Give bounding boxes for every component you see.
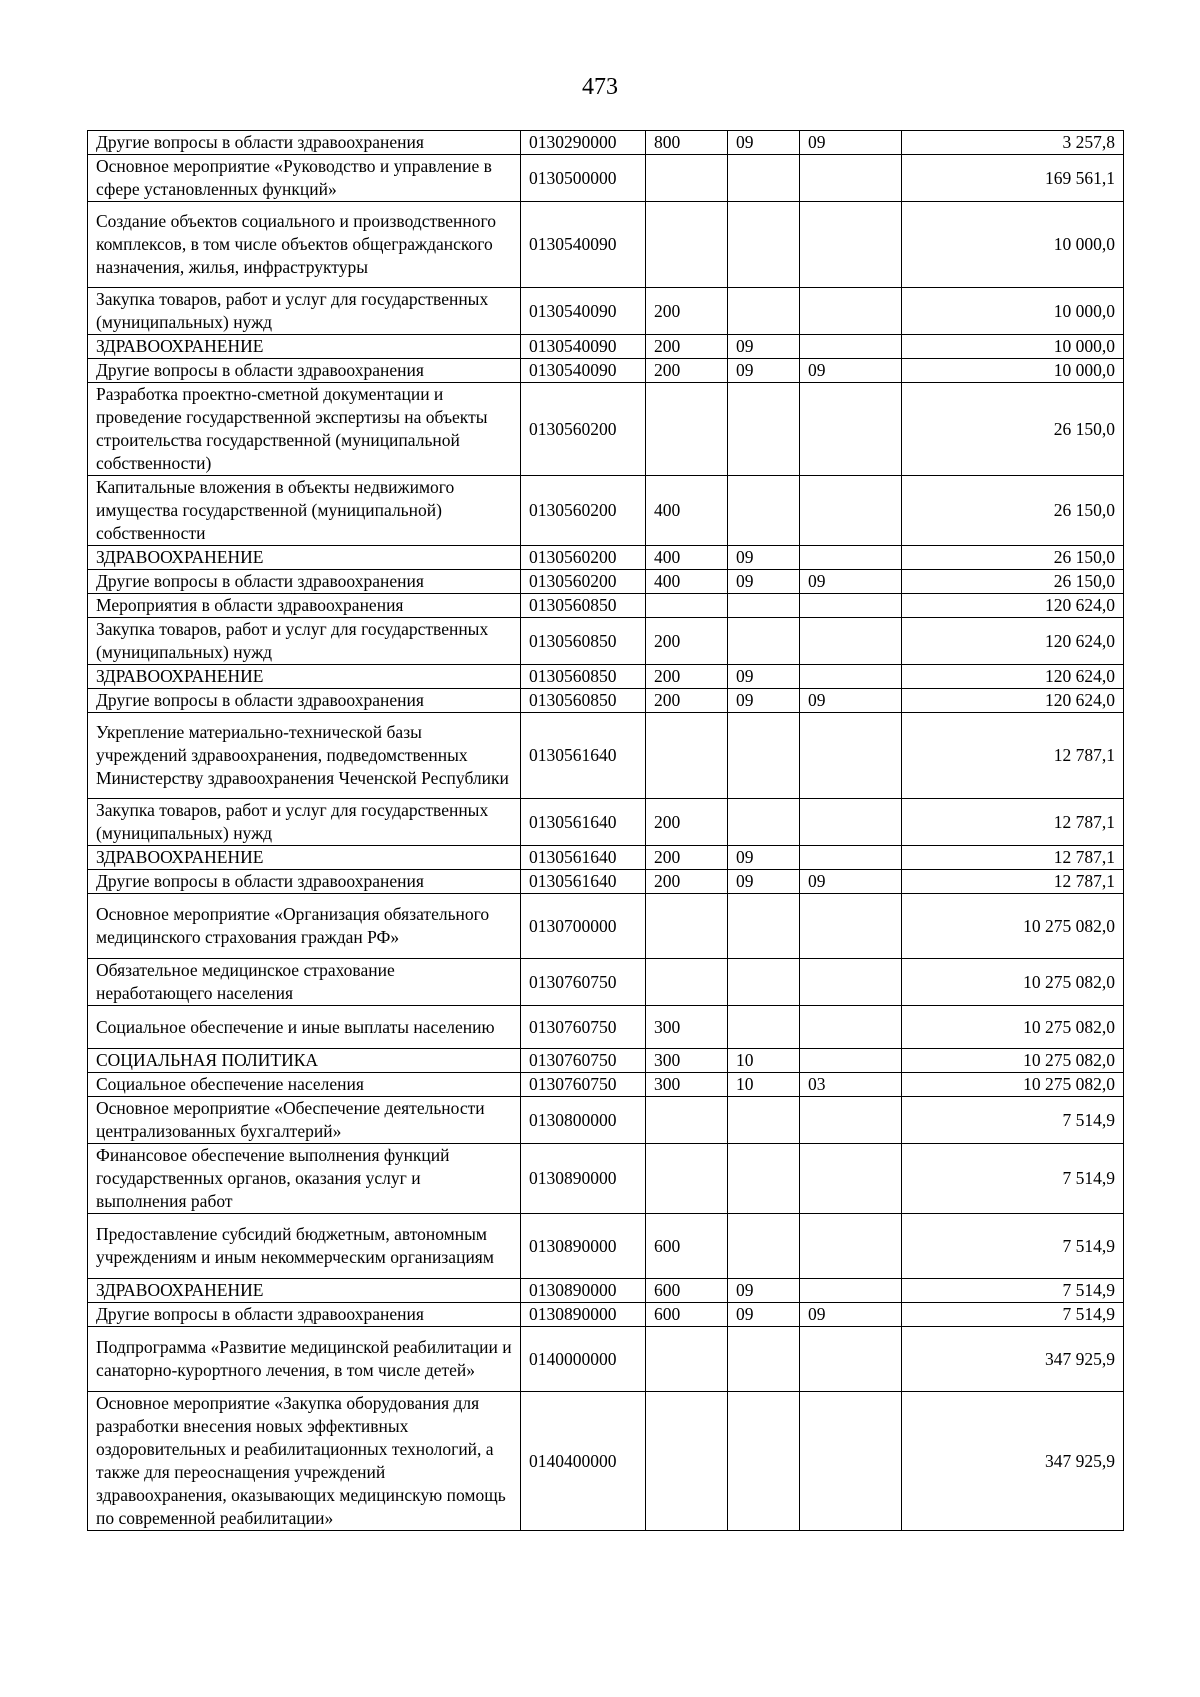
row-name: Укрепление материально-технической базы учреждений здравоохранения, подведомственных Министерству здравоохранения Чеченской Республики <box>88 713 521 799</box>
row-expense-type: 200 <box>646 618 728 665</box>
table-row <box>88 1327 1124 1392</box>
row-name: Основное мероприятие «Руководство и управление в сфере установленных функций» <box>88 155 521 202</box>
row-code: 0130540090 <box>521 335 646 359</box>
row-name: Социальное обеспечение и иные выплаты населению <box>88 1006 521 1049</box>
row-name: Другие вопросы в области здравоохранения <box>88 359 521 383</box>
row-sum: 10 000,0 <box>902 288 1124 335</box>
row-section <box>728 594 800 618</box>
row-expense-type <box>646 959 728 1006</box>
row-name: Финансовое обеспечение выполнения функций государственных органов, оказания услуг и выполнения работ <box>88 1144 521 1214</box>
row-name: Основное мероприятие «Организация обязательного медицинского страхования граждан РФ» <box>88 894 521 959</box>
table-row <box>88 546 1124 570</box>
row-expense-type: 200 <box>646 665 728 689</box>
row-expense-type <box>646 202 728 288</box>
row-expense-type: 400 <box>646 570 728 594</box>
row-section <box>728 476 800 546</box>
row-sum: 120 624,0 <box>902 618 1124 665</box>
row-sum: 10 000,0 <box>902 359 1124 383</box>
row-expense-type: 800 <box>646 131 728 155</box>
row-code: 0130800000 <box>521 1097 646 1144</box>
row-name: Основное мероприятие «Закупка оборудования для разработки внесения новых эффективных оздоровительных и реабилитационных технологий, а также для переоснащения учреждений здравоохранения, оказывающих медицинскую помощь по современной реабилитации» <box>88 1392 521 1531</box>
row-section <box>728 383 800 476</box>
row-name: ЗДРАВООХРАНЕНИЕ <box>88 335 521 359</box>
row-code: 0140400000 <box>521 1392 646 1531</box>
row-expense-type <box>646 713 728 799</box>
row-code: 0130760750 <box>521 1073 646 1097</box>
row-section: 10 <box>728 1049 800 1073</box>
row-expense-type: 200 <box>646 689 728 713</box>
table-row <box>88 618 1124 665</box>
row-code: 0130560850 <box>521 665 646 689</box>
row-section: 09 <box>728 1279 800 1303</box>
row-sum: 169 561,1 <box>902 155 1124 202</box>
row-sum: 26 150,0 <box>902 383 1124 476</box>
row-name: Другие вопросы в области здравоохранения <box>88 1303 521 1327</box>
row-code: 0130890000 <box>521 1214 646 1279</box>
table-row <box>88 476 1124 546</box>
table-row <box>88 288 1124 335</box>
row-code: 0130560850 <box>521 594 646 618</box>
row-subsection: 09 <box>800 359 902 383</box>
row-section <box>728 1144 800 1214</box>
row-name: ЗДРАВООХРАНЕНИЕ <box>88 846 521 870</box>
row-code: 0130760750 <box>521 1006 646 1049</box>
row-expense-type: 600 <box>646 1214 728 1279</box>
row-expense-type <box>646 1097 728 1144</box>
row-code: 0130560200 <box>521 546 646 570</box>
row-expense-type: 400 <box>646 546 728 570</box>
row-expense-type: 200 <box>646 359 728 383</box>
row-sum: 10 000,0 <box>902 335 1124 359</box>
row-code: 0130700000 <box>521 894 646 959</box>
row-code: 0130560200 <box>521 570 646 594</box>
row-subsection <box>800 1144 902 1214</box>
row-name: Закупка товаров, работ и услуг для государственных (муниципальных) нужд <box>88 799 521 846</box>
row-subsection <box>800 1392 902 1531</box>
table-row <box>88 1144 1124 1214</box>
row-sum: 10 275 082,0 <box>902 959 1124 1006</box>
row-section: 09 <box>728 870 800 894</box>
table-row <box>88 335 1124 359</box>
row-subsection <box>800 288 902 335</box>
row-subsection <box>800 959 902 1006</box>
table-row <box>88 131 1124 155</box>
row-code: 0130890000 <box>521 1303 646 1327</box>
row-name: Закупка товаров, работ и услуг для государственных (муниципальных) нужд <box>88 618 521 665</box>
row-code: 0130890000 <box>521 1279 646 1303</box>
row-name: Подпрограмма «Развитие медицинской реабилитации и санаторно-курортного лечения, в том числе детей» <box>88 1327 521 1392</box>
table-row <box>88 594 1124 618</box>
row-code: 0130890000 <box>521 1144 646 1214</box>
row-name: Закупка товаров, работ и услуг для государственных (муниципальных) нужд <box>88 288 521 335</box>
row-subsection: 09 <box>800 689 902 713</box>
row-subsection <box>800 1214 902 1279</box>
row-sum: 10 275 082,0 <box>902 1049 1124 1073</box>
row-name: Обязательное медицинское страхование неработающего населения <box>88 959 521 1006</box>
row-expense-type: 200 <box>646 288 728 335</box>
page-number: 473 <box>582 74 618 100</box>
row-subsection <box>800 546 902 570</box>
row-sum: 7 514,9 <box>902 1097 1124 1144</box>
row-subsection <box>800 383 902 476</box>
table-row <box>88 799 1124 846</box>
budget-table-body <box>88 131 1124 1531</box>
table-row <box>88 1392 1124 1531</box>
row-subsection <box>800 1327 902 1392</box>
row-subsection <box>800 799 902 846</box>
row-section: 09 <box>728 689 800 713</box>
row-sum: 10 275 082,0 <box>902 894 1124 959</box>
row-subsection <box>800 1006 902 1049</box>
row-code: 0130560200 <box>521 476 646 546</box>
table-row <box>88 665 1124 689</box>
table-row <box>88 1097 1124 1144</box>
row-subsection <box>800 155 902 202</box>
row-code: 0130540090 <box>521 288 646 335</box>
row-sum: 12 787,1 <box>902 846 1124 870</box>
row-sum: 7 514,9 <box>902 1303 1124 1327</box>
row-expense-type <box>646 1392 728 1531</box>
row-name: Другие вопросы в области здравоохранения <box>88 131 521 155</box>
table-row <box>88 1279 1124 1303</box>
row-expense-type: 200 <box>646 799 728 846</box>
row-expense-type: 600 <box>646 1303 728 1327</box>
row-section: 10 <box>728 1073 800 1097</box>
row-section <box>728 202 800 288</box>
row-section: 09 <box>728 665 800 689</box>
row-name: Другие вопросы в области здравоохранения <box>88 689 521 713</box>
row-sum: 12 787,1 <box>902 870 1124 894</box>
row-code: 0130560200 <box>521 383 646 476</box>
row-name: СОЦИАЛЬНАЯ ПОЛИТИКА <box>88 1049 521 1073</box>
row-section <box>728 959 800 1006</box>
row-section <box>728 894 800 959</box>
row-sum: 120 624,0 <box>902 594 1124 618</box>
row-code: 0130540090 <box>521 202 646 288</box>
row-code: 0130540090 <box>521 359 646 383</box>
row-code: 0130290000 <box>521 131 646 155</box>
row-sum: 10 275 082,0 <box>902 1073 1124 1097</box>
row-section: 09 <box>728 546 800 570</box>
row-sum: 12 787,1 <box>902 799 1124 846</box>
row-section: 09 <box>728 570 800 594</box>
row-code: 0130560850 <box>521 689 646 713</box>
row-section <box>728 1392 800 1531</box>
row-sum: 10 000,0 <box>902 202 1124 288</box>
row-subsection <box>800 202 902 288</box>
row-name: Мероприятия в области здравоохранения <box>88 594 521 618</box>
row-sum: 7 514,9 <box>902 1144 1124 1214</box>
row-section <box>728 1327 800 1392</box>
row-subsection <box>800 846 902 870</box>
row-section: 09 <box>728 1303 800 1327</box>
row-expense-type <box>646 383 728 476</box>
row-code: 0130561640 <box>521 799 646 846</box>
row-section <box>728 618 800 665</box>
row-section <box>728 155 800 202</box>
table-row <box>88 1214 1124 1279</box>
row-subsection: 09 <box>800 131 902 155</box>
row-sum: 3 257,8 <box>902 131 1124 155</box>
row-subsection: 09 <box>800 570 902 594</box>
table-row <box>88 383 1124 476</box>
row-expense-type: 300 <box>646 1073 728 1097</box>
row-name: ЗДРАВООХРАНЕНИЕ <box>88 1279 521 1303</box>
row-expense-type: 300 <box>646 1006 728 1049</box>
row-section <box>728 1214 800 1279</box>
row-code: 0130561640 <box>521 713 646 799</box>
row-section <box>728 713 800 799</box>
row-name: Другие вопросы в области здравоохранения <box>88 570 521 594</box>
row-sum: 26 150,0 <box>902 546 1124 570</box>
row-name: Основное мероприятие «Обеспечение деятельности централизованных бухгалтерий» <box>88 1097 521 1144</box>
table-row <box>88 689 1124 713</box>
table-row <box>88 202 1124 288</box>
row-expense-type <box>646 894 728 959</box>
row-sum: 10 275 082,0 <box>902 1006 1124 1049</box>
row-expense-type: 200 <box>646 335 728 359</box>
table-row <box>88 870 1124 894</box>
row-name: ЗДРАВООХРАНЕНИЕ <box>88 546 521 570</box>
row-code: 0130760750 <box>521 1049 646 1073</box>
row-expense-type: 200 <box>646 846 728 870</box>
row-code: 0130561640 <box>521 870 646 894</box>
row-name: Капитальные вложения в объекты недвижимого имущества государственной (муниципальной) собственности <box>88 476 521 546</box>
row-subsection <box>800 1049 902 1073</box>
row-sum: 347 925,9 <box>902 1327 1124 1392</box>
row-subsection <box>800 335 902 359</box>
table-row <box>88 713 1124 799</box>
row-sum: 120 624,0 <box>902 689 1124 713</box>
row-name: Социальное обеспечение населения <box>88 1073 521 1097</box>
row-section: 09 <box>728 131 800 155</box>
row-expense-type: 200 <box>646 870 728 894</box>
row-section <box>728 799 800 846</box>
row-name: Создание объектов социального и производственного комплексов, в том числе объектов общегражданского назначения, жилья, инфраструктуры <box>88 202 521 288</box>
row-section: 09 <box>728 846 800 870</box>
row-expense-type: 600 <box>646 1279 728 1303</box>
table-row <box>88 359 1124 383</box>
row-subsection <box>800 1097 902 1144</box>
row-code: 0130561640 <box>521 846 646 870</box>
row-name: Другие вопросы в области здравоохранения <box>88 870 521 894</box>
row-section <box>728 288 800 335</box>
row-sum: 7 514,9 <box>902 1279 1124 1303</box>
table-row <box>88 155 1124 202</box>
row-expense-type: 300 <box>646 1049 728 1073</box>
row-name: Разработка проектно-сметной документации и проведение государственной экспертизы на объекты строительства государственной (муниципальной собственности) <box>88 383 521 476</box>
table-row <box>88 1049 1124 1073</box>
row-code: 0130760750 <box>521 959 646 1006</box>
row-name: Предоставление субсидий бюджетным, автономным учреждениям и иным некоммерческим организациям <box>88 1214 521 1279</box>
row-subsection: 03 <box>800 1073 902 1097</box>
table-row <box>88 846 1124 870</box>
table-row <box>88 1006 1124 1049</box>
row-sum: 26 150,0 <box>902 476 1124 546</box>
row-sum: 347 925,9 <box>902 1392 1124 1531</box>
row-section <box>728 1097 800 1144</box>
row-expense-type: 400 <box>646 476 728 546</box>
row-subsection <box>800 713 902 799</box>
table-row <box>88 1073 1124 1097</box>
row-subsection <box>800 618 902 665</box>
table-row <box>88 894 1124 959</box>
row-expense-type <box>646 1327 728 1392</box>
row-sum: 7 514,9 <box>902 1214 1124 1279</box>
table-row <box>88 959 1124 1006</box>
row-subsection <box>800 665 902 689</box>
row-sum: 120 624,0 <box>902 665 1124 689</box>
row-name: ЗДРАВООХРАНЕНИЕ <box>88 665 521 689</box>
table-row <box>88 570 1124 594</box>
row-subsection <box>800 1279 902 1303</box>
row-subsection <box>800 476 902 546</box>
budget-table <box>87 130 1124 1531</box>
row-sum: 12 787,1 <box>902 713 1124 799</box>
row-code: 0140000000 <box>521 1327 646 1392</box>
row-subsection <box>800 594 902 618</box>
row-expense-type <box>646 155 728 202</box>
row-subsection <box>800 894 902 959</box>
row-section: 09 <box>728 335 800 359</box>
row-section <box>728 1006 800 1049</box>
row-subsection: 09 <box>800 870 902 894</box>
row-sum: 26 150,0 <box>902 570 1124 594</box>
row-subsection: 09 <box>800 1303 902 1327</box>
row-expense-type <box>646 594 728 618</box>
row-code: 0130500000 <box>521 155 646 202</box>
row-expense-type <box>646 1144 728 1214</box>
row-section: 09 <box>728 359 800 383</box>
table-row <box>88 1303 1124 1327</box>
row-code: 0130560850 <box>521 618 646 665</box>
